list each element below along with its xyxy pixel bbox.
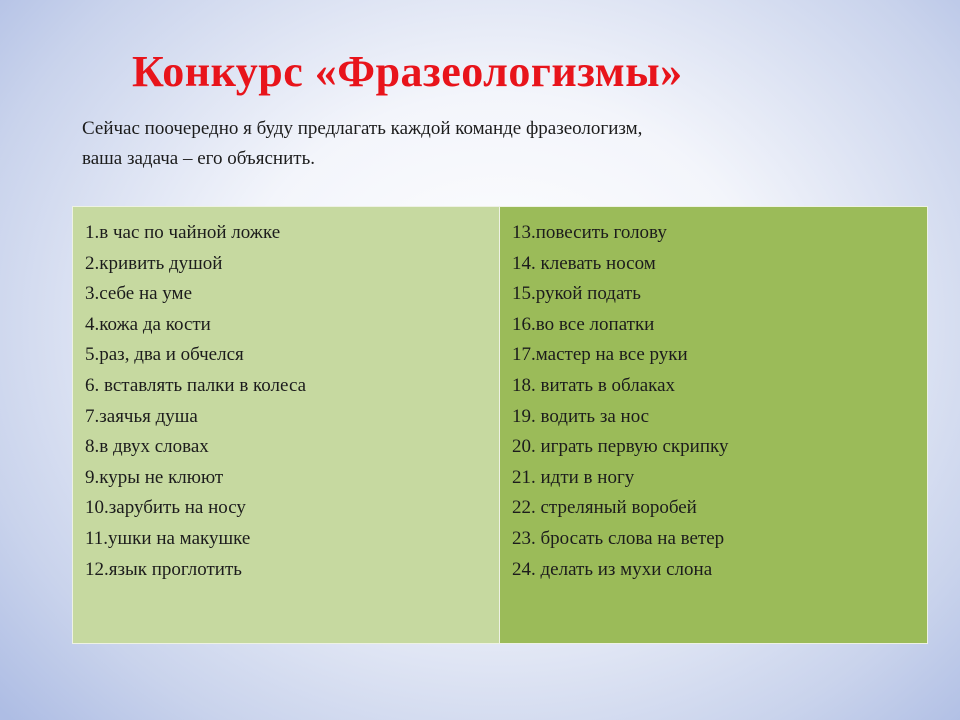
list-item: 12.язык проглотить — [85, 558, 242, 580]
intro-line-1: Сейчас поочередно я буду предлагать каждой команде фразеологизм, — [82, 118, 643, 139]
list-item: 3.себе на уме — [85, 283, 193, 305]
right-column — [500, 207, 928, 643]
intro-line-2: ваша задача – его объяснить. — [82, 148, 315, 169]
list-item: 15.рукой подать — [512, 283, 641, 305]
list-item: 8.в двух словах — [85, 436, 209, 458]
list-item: 16.во все лопатки — [512, 313, 655, 335]
list-item: 17.мастер на все руки — [512, 344, 688, 366]
right-list — [512, 218, 927, 585]
list-item: 4.кожа да кости — [85, 313, 211, 335]
list-item: 11.ушки на макушке — [85, 527, 251, 549]
list-item: 9.куры не клюют — [85, 466, 224, 488]
list-item: 14. клевать носом — [512, 252, 656, 274]
list-item: 6. вставлять палки в колеса — [85, 374, 307, 396]
list-item: 10.зарубить на носу — [85, 497, 246, 519]
list-item: 2.кривить душой — [85, 252, 223, 274]
intro-text — [82, 114, 642, 174]
list-item: 23. бросать слова на ветер — [512, 527, 725, 549]
list-item: 5.раз, два и обчелся — [85, 344, 244, 366]
list-item: 1.в час по чайной ложке — [85, 222, 281, 243]
list-item: 7.заячья душа — [85, 405, 198, 427]
list-item: 18. витать в облаках — [512, 374, 676, 396]
list-item: 21. идти в ногу — [512, 466, 635, 488]
list-item: 13.повесить голову — [512, 222, 667, 243]
left-list — [85, 218, 499, 585]
list-item: 19. водить за нос — [512, 405, 650, 427]
slide-title: Конкурс «Фразеологизмы» — [132, 47, 683, 96]
list-item: 22. стреляный воробей — [512, 497, 697, 519]
left-column — [72, 207, 500, 643]
phrases-table — [72, 206, 928, 644]
list-item: 20. играть первую скрипку — [512, 436, 729, 458]
list-item: 24. делать из мухи слона — [512, 558, 713, 580]
